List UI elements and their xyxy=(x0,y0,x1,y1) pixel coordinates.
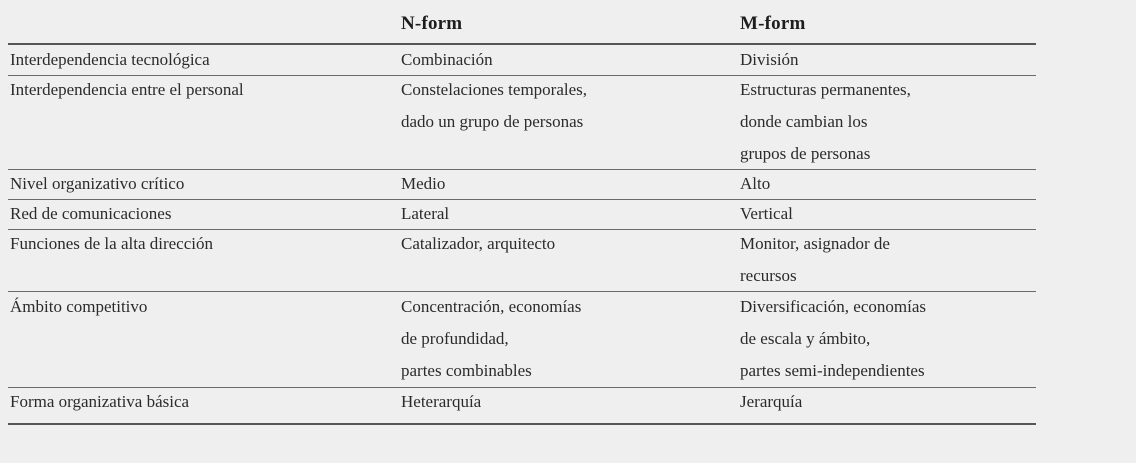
mform-cell xyxy=(740,44,799,76)
cell-line: dado un grupo de personas xyxy=(401,112,584,131)
cell-line: Heterarquía xyxy=(401,392,482,411)
cell-line: Constelaciones temporales, xyxy=(401,80,588,99)
nform-cell xyxy=(401,168,445,200)
cell-line: Monitor, asignador de xyxy=(740,234,890,253)
cell-line: partes semi-independientes xyxy=(740,361,925,380)
cell-line: Interdependencia tecnológica xyxy=(10,50,210,69)
header-mform: M-form xyxy=(740,13,806,34)
cell-line: partes combinables xyxy=(401,361,532,380)
cell-line: División xyxy=(740,50,799,69)
cell-line: Alto xyxy=(740,174,771,193)
mform-cell xyxy=(740,74,911,170)
cell-line: Nivel organizativo crítico xyxy=(10,174,185,193)
cell-line: Interdependencia entre el personal xyxy=(10,80,244,99)
cell-line: Jerarquía xyxy=(740,392,803,411)
cell-line: Ámbito competitivo xyxy=(10,297,148,316)
row-label xyxy=(10,228,213,260)
cell-line: Combinación xyxy=(401,50,493,69)
cell-line: Red de comunicaciones xyxy=(10,204,172,223)
nform-cell xyxy=(401,44,493,76)
cell-line: Concentración, economías xyxy=(401,297,582,316)
nform-cell xyxy=(401,291,581,387)
row-label xyxy=(10,386,189,418)
cell-line: Lateral xyxy=(401,204,450,223)
cell-line: Vertical xyxy=(740,204,793,223)
cell-line: Estructuras permanentes, xyxy=(740,80,911,99)
cell-line: Medio xyxy=(401,174,446,193)
row-label xyxy=(10,168,184,200)
mform-cell xyxy=(740,198,793,230)
mform-cell xyxy=(740,386,802,418)
row-label xyxy=(10,291,147,323)
row-label xyxy=(10,198,171,230)
cell-line: Diversificación, economías xyxy=(740,297,926,316)
mform-cell xyxy=(740,291,926,387)
nform-cell xyxy=(401,386,481,418)
row-label xyxy=(10,44,210,76)
cell-line: recursos xyxy=(740,266,797,285)
cell-line: Forma organizativa básica xyxy=(10,392,190,411)
cell-line: Catalizador, arquitecto xyxy=(401,234,556,253)
row-label xyxy=(10,74,244,106)
nform-cell xyxy=(401,198,449,230)
cell-line: Funciones de la alta dirección xyxy=(10,234,213,253)
nform-cell xyxy=(401,74,587,138)
cell-line: donde cambian los xyxy=(740,112,868,131)
mform-cell xyxy=(740,168,770,200)
mform-cell xyxy=(740,228,890,292)
header-nform: N-form xyxy=(401,13,463,34)
table-bottom-rule xyxy=(8,423,1036,425)
cell-line: de escala y ámbito, xyxy=(740,329,871,348)
nform-cell xyxy=(401,228,555,260)
cell-line: de profundidad, xyxy=(401,329,509,348)
cell-line: grupos de personas xyxy=(740,144,871,163)
